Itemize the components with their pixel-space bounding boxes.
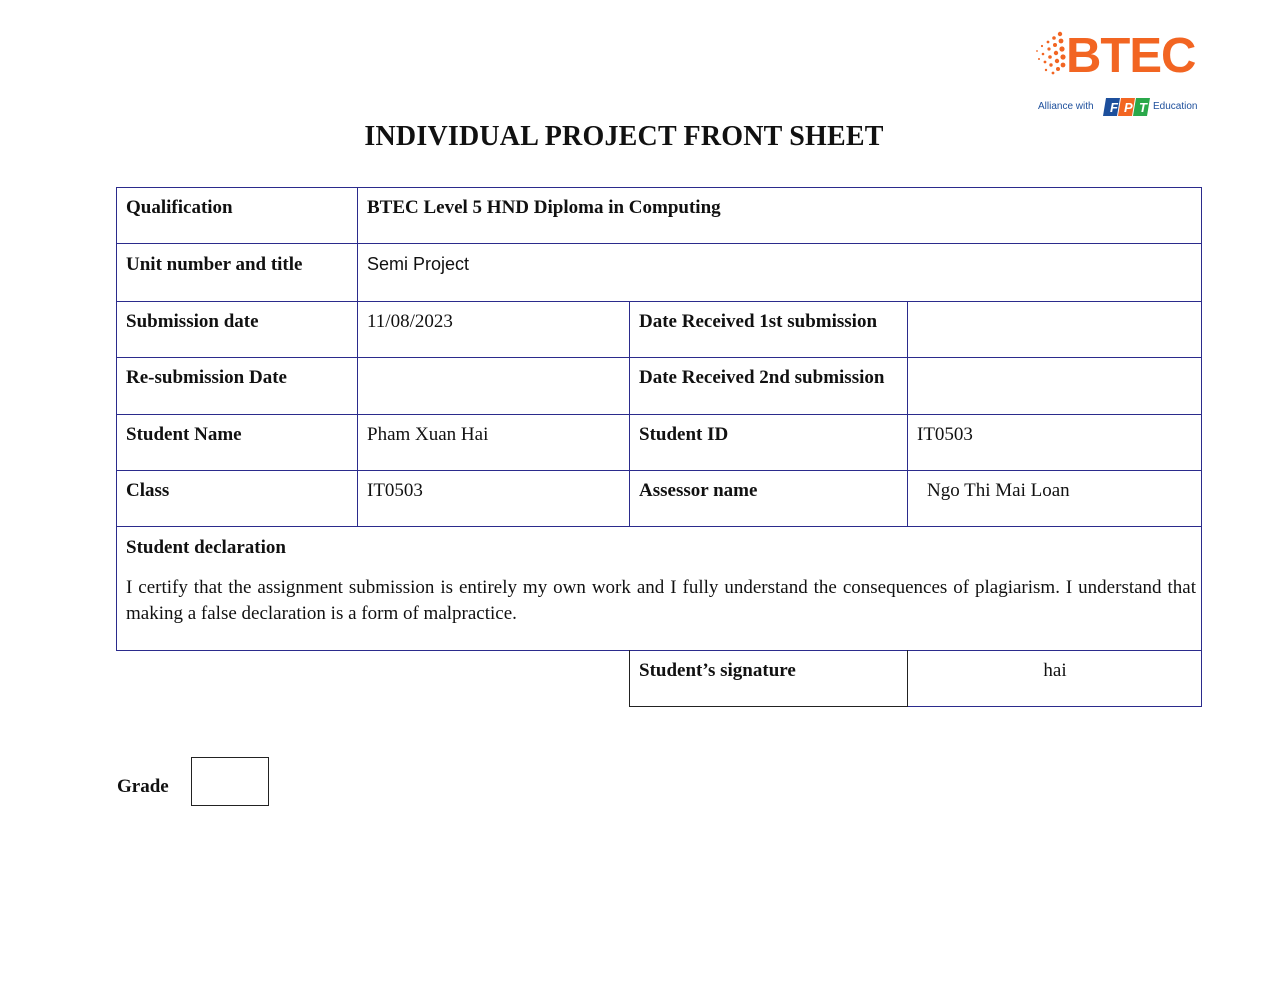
signature-border-left xyxy=(629,650,630,707)
education-text: Education xyxy=(1153,101,1198,112)
table-row-divider xyxy=(116,526,1202,527)
btec-wordmark: BTEC xyxy=(1066,29,1196,83)
table-col-divider xyxy=(357,187,358,527)
btec-logo xyxy=(1030,28,1202,122)
table-row-divider xyxy=(116,243,1202,244)
resubmission-date-label: Re-submission Date xyxy=(126,367,287,388)
logo-tagline xyxy=(1038,98,1208,122)
table-col-divider xyxy=(907,301,908,527)
qualification-value: BTEC Level 5 HND Diploma in Computing xyxy=(367,197,721,218)
svg-text:F: F xyxy=(1110,100,1118,115)
table-row-divider xyxy=(116,357,1202,358)
submission-date-label: Submission date xyxy=(126,311,259,332)
table-row-divider xyxy=(116,301,1202,302)
class-value: IT0503 xyxy=(367,480,423,501)
qualification-label: Qualification xyxy=(126,197,233,218)
student-id-value: IT0503 xyxy=(917,424,973,445)
grade-box[interactable] xyxy=(191,757,269,806)
table-row-divider xyxy=(116,470,1202,471)
page-title: INDIVIDUAL PROJECT FRONT SHEET xyxy=(364,121,884,152)
date-received-1-label: Date Received 1st submission xyxy=(639,311,878,332)
signature-border-bottom xyxy=(908,706,1202,707)
table-row-divider xyxy=(116,414,1202,415)
date-received-2-label: Date Received 2nd submission xyxy=(639,367,885,388)
student-name-value: Pham Xuan Hai xyxy=(367,424,489,445)
table-col-divider xyxy=(629,301,630,527)
unit-value: Semi Project xyxy=(367,254,470,274)
unit-label: Unit number and title xyxy=(126,254,303,275)
class-label: Class xyxy=(126,480,170,501)
table-border-left xyxy=(116,187,117,651)
table-border-right xyxy=(1201,187,1202,707)
signature-border-bottom xyxy=(629,706,908,707)
declaration-text: I certify that the assignment submission is entirely my own work and I fully understand the consequences of plagiarism. I understand that making a false declaration is a form of malpractice. xyxy=(126,577,1196,624)
btec-dots-icon xyxy=(1030,28,1070,78)
signature-label: Student’s signature xyxy=(639,660,796,681)
table-row-divider xyxy=(116,650,1202,651)
assessor-label: Assessor name xyxy=(639,480,758,501)
svg-text:T: T xyxy=(1139,100,1147,115)
student-name-label: Student Name xyxy=(126,424,242,445)
grade-label: Grade xyxy=(117,776,169,797)
svg-text:P: P xyxy=(1124,100,1133,115)
table-border-top xyxy=(116,187,1202,188)
fpt-logo-icon xyxy=(1102,96,1152,118)
alliance-text: Alliance with xyxy=(1038,101,1094,112)
declaration-label: Student declaration xyxy=(126,537,286,558)
signature-value: hai xyxy=(1043,660,1067,681)
assessor-value: Ngo Thi Mai Loan xyxy=(927,480,1070,501)
submission-date-value: 11/08/2023 xyxy=(367,311,453,332)
student-id-label: Student ID xyxy=(639,424,729,445)
